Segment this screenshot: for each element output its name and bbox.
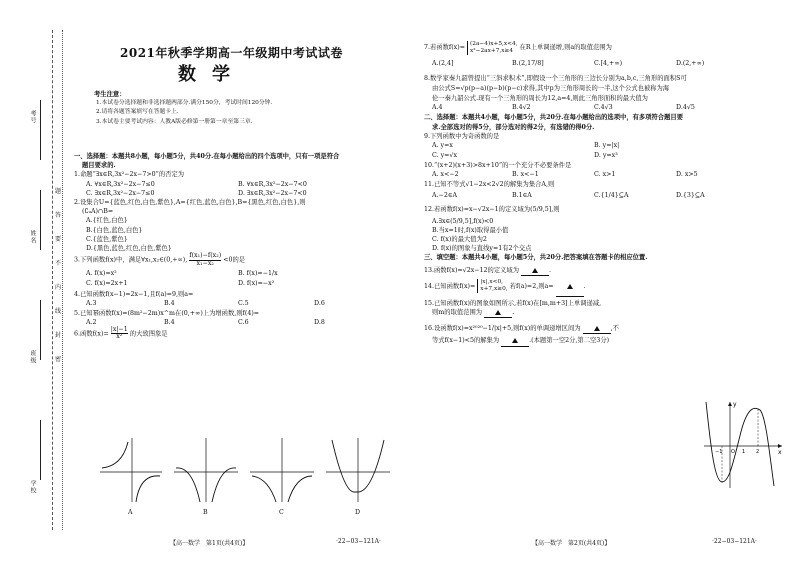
q11-stem: 11.已知不等式√1−2x<2√2的解集为集合A,则	[424, 181, 555, 189]
q6-label-b: B	[203, 509, 208, 516]
q1-stem: 1.命题“∃x∈R,3x²−2x−7>0”的否定为	[74, 171, 185, 179]
answer-triangle-icon	[532, 268, 538, 273]
q16-answer-blank-1[interactable]	[583, 324, 611, 334]
q3-option-c: C. f(x)=2x+1	[86, 280, 128, 288]
exam-number-underline	[40, 100, 42, 160]
section-1-heading-cont: 题目要求的.	[82, 162, 116, 170]
q9-stem: 9.下列函数中为奇函数的是	[424, 132, 500, 140]
q5-option-c: C.6	[238, 318, 249, 326]
q12-option-b: B.当x=1时,f(x)取得最小值	[432, 226, 509, 234]
q2-option-c: C.{蓝色,紫色}	[86, 235, 128, 243]
q6-graph-b	[174, 438, 238, 502]
seal-char: 答	[54, 212, 61, 219]
q12-option-c: C. f(x)的最大值为2	[432, 236, 487, 244]
q6-frac-den: x²	[116, 333, 123, 341]
q7-option-c: C.[4,+∞)	[594, 60, 623, 67]
q10-option-a: A. x<−2	[432, 171, 459, 179]
q16-line-1-end: ,不	[610, 325, 619, 333]
seal-char: 要	[54, 236, 61, 243]
figure-x-label: x	[778, 449, 782, 456]
q6-stem-end: 的大致图象是	[129, 330, 168, 338]
q3-option-a: A. f(x)=x²	[86, 270, 117, 278]
q6-label-a: A	[128, 509, 133, 516]
class-underline	[40, 300, 42, 360]
q8-option-b: B.4√2	[512, 104, 531, 112]
q5-option-a: A.2	[86, 318, 97, 326]
q11-option-c: C.{1/4}⊆A	[594, 192, 629, 200]
q14-row	[424, 278, 779, 296]
q11-option-d: D.{3}⊆A	[676, 192, 705, 200]
binding-line	[52, 30, 53, 530]
figure-tick-2: 2	[756, 449, 760, 455]
figure-tick-neg1: −1	[715, 449, 723, 455]
q2-option-b: B.{白色,蓝色,白色}	[86, 226, 143, 234]
seal-char: 封	[54, 332, 61, 339]
class-label: 班级	[29, 350, 36, 364]
q7-case-1: (2a−4)x+5,x<4,	[470, 40, 518, 47]
q16-line-2: 等式f(x−1)<5的解集为	[432, 337, 500, 345]
school-label: 学校	[29, 480, 36, 494]
subject-title: 数学	[178, 64, 246, 85]
binding-line-inner	[62, 30, 63, 530]
q2-stem: 2.设集合U={蓝色,红色,白色,紫色},A={红色,蓝色,白色},B={黑色,红色,白色},则	[74, 198, 306, 206]
q15-line-2: 则m的取值范围为	[432, 309, 483, 317]
q8-line-1: 8.数学家秦九韶曾提出“三斜求积术”,即假设一个三角形的三边长分别为a,b,c,三角形的面积S可	[424, 75, 687, 82]
figure-y-label: y	[733, 401, 737, 408]
footer-right-page: 【高一数学 第2页(共4页)】	[532, 540, 611, 547]
q14-end: .	[583, 282, 586, 290]
q1-option-b: B. ∀x∈R,3x²−2x−7<0	[238, 180, 307, 188]
q3-fraction	[189, 253, 221, 267]
q13-end: .	[549, 266, 552, 274]
q16-line-2-end: .(本题第一空2分,第二空3分)	[529, 337, 610, 345]
q3-option-b: B. f(x)=−1/x	[238, 270, 278, 278]
q1-option-d: D. ∃x∈R,3x²−2x−7<0	[238, 189, 307, 197]
q6-frac-num: |x|−1	[110, 325, 128, 333]
q8-option-c: C.4√3	[594, 104, 613, 112]
notice-box	[88, 90, 356, 150]
q15-row-2	[432, 308, 779, 318]
q6-stem-row	[74, 327, 394, 341]
q3-stem-row	[74, 253, 394, 267]
q6-label-c: C	[279, 509, 284, 516]
q13-answer-blank[interactable]	[521, 266, 552, 276]
q3-stem: 3.下列函数f(x)中，满足∀x₁,x₂∈(0,+∞),	[74, 256, 188, 264]
q7-option-b: B.(2,17/8]	[512, 60, 544, 67]
q2-option-d: D.{黑色,蓝色,红色,白色,紫色}	[86, 245, 172, 252]
q3-frac-num: f(x₁)−f(x₂)	[189, 252, 222, 260]
section-3-heading: 三、填空题：本题共4小题，每小题5分，共20分.把答案填在答题卡的相应位置.	[424, 254, 648, 262]
q8-line-3: 伦一秦九韶公式.现有一个三角形的周长为12,a=4,则此三角形面积的最大值为	[432, 95, 648, 103]
q3-frac-den: x₁−x₂	[196, 259, 214, 267]
notice-line: 3.本试卷主要考试内容：人教A版必修第一册第一章至第三章.	[96, 118, 253, 125]
q16-row-1	[424, 324, 779, 334]
name-label: 姓名	[29, 230, 36, 244]
seal-char: 题	[54, 188, 61, 195]
q4-option-c: C.5	[238, 300, 249, 308]
q2-stem-cont: (∁ᵤA)∩B=	[82, 208, 114, 216]
q14-case-1: |x|,x<0,	[480, 279, 503, 286]
q1-option-c: C. ∃x∈R,3x²−2x−7≤0	[86, 189, 155, 197]
q9-option-c: C. y=√x	[432, 152, 457, 160]
notice-line: 1.本试卷分选择题和非选择题两部分.满分150分，考试时间120分钟.	[96, 100, 273, 107]
q2-option-a: A.{红色,白色}	[86, 217, 128, 225]
section-2-heading: 二、选择题：本题共4小题，每小题5分，共20分.在每小题给出的选项中，有多项符合题目要	[424, 114, 683, 122]
q4-option-b: B.4	[164, 300, 175, 308]
q14-stem-end: 若f(a)=2,则a=	[509, 282, 554, 290]
q14-answer-blank[interactable]	[556, 278, 584, 297]
q7-stem-end: 在R上单调递增,则a的取值范围为	[519, 44, 612, 51]
q10-stem: 10.“(x+2)(x+3)>8x+10”的一个充分不必要条件是	[424, 162, 572, 170]
q12-stem: 12.若函数f(x)=x−√2x−1的定义域为(5/9,5],则	[424, 206, 560, 214]
q16-row-2	[432, 336, 779, 346]
notice-heading: 考生注意：	[94, 91, 126, 98]
q5-option-d: D.8	[314, 318, 325, 326]
name-underline	[40, 190, 42, 250]
q10-option-b: B. x<−1	[512, 171, 539, 179]
exam-title: 2021年秋季学期高一年级期中考试试卷	[120, 46, 343, 60]
q11-option-a: A.−2∈A	[432, 192, 458, 200]
section-1-heading: 一、选择题：本题共8小题，每小题5分，共40分.在每小题给出的四个选项中，只有一项是符合	[74, 153, 340, 160]
q4-option-d: D.6	[314, 300, 325, 308]
q8-option-d: D.4√5	[676, 104, 695, 112]
figure-tick-1: 1	[742, 449, 746, 455]
notice-line: 2.请将各题答案填写在答题卡上.	[96, 109, 179, 116]
q7-option-a: A.(2,4]	[432, 60, 454, 67]
q15-answer-blank[interactable]	[484, 308, 515, 318]
q6-graph-c	[250, 438, 314, 502]
q6-fraction	[111, 327, 128, 341]
footer-left-page: 【高一数学 第1页(共4页)】	[170, 540, 249, 547]
q9-option-b: B. y=|x|	[594, 142, 620, 150]
seal-char: 线	[54, 308, 61, 315]
right-page	[424, 40, 779, 347]
footer-left-code: ·22−03−121A·	[336, 538, 381, 545]
q5-stem: 5.已知幂函数f(x)=(8m²−2m)x^m在(0,+∞)上为增函数,则f(4)=	[74, 309, 260, 317]
q7-cases	[467, 41, 518, 55]
q7-stem: 7.若函数f(x)=	[424, 44, 465, 51]
q6-stem: 6.函数f(x)=	[74, 330, 109, 338]
q7-case-2: x²−2ax+7,x≥4	[470, 47, 514, 54]
seal-char: 不	[54, 260, 61, 267]
q8-option-a: A.4	[432, 104, 443, 112]
q10-option-c: C. x>1	[594, 171, 616, 179]
q3-stem-end: <0的是	[223, 256, 246, 264]
q7-option-d: D.(2,+∞)	[676, 60, 705, 67]
seal-char: 密	[54, 356, 61, 363]
footer-right-code: ·22−03−121A·	[712, 538, 757, 545]
q16-answer-blank-2[interactable]	[501, 336, 529, 346]
q16-line-1: 16.设函数f(x)=x²⁰²⁰−1/|x|+5,则f(x)的单调递增区间为	[424, 325, 581, 333]
q1-option-a: A. ∀x∈R,3x²−2x−7≤0	[86, 180, 155, 188]
seal-text	[54, 180, 62, 372]
section-2-heading-cont: 求.全部选对的得5分，部分选对的得2分，有选错的得0分.	[432, 123, 595, 131]
q10-option-d: D. x>5	[676, 171, 698, 179]
q14-cases	[477, 279, 507, 293]
q8-line-2: 由公式S=√p(p−a)(p−b)(p−c)求得,其中p为三角形周长的一半,这个公式也被称为海	[432, 85, 670, 93]
seal-char: 内	[54, 284, 61, 291]
q6-graph-d	[326, 438, 390, 502]
q11-option-b: B.1∈A	[512, 192, 532, 200]
answer-triangle-icon	[567, 284, 573, 289]
q13-row	[424, 266, 779, 276]
q4-option-a: A.3	[86, 300, 97, 308]
q7-stem-row	[424, 40, 779, 56]
q6-graphs	[92, 432, 392, 512]
figure-origin-label: O	[731, 449, 735, 455]
q3-option-d: D. f(x)=−x²	[238, 280, 275, 288]
q5-option-b: B.4	[164, 318, 175, 326]
q9-option-d: D. y=x³	[594, 152, 618, 160]
exam-number-label: 考号	[29, 110, 36, 124]
q6-graph-a	[100, 438, 162, 502]
q13-stem: 13.函数f(x)=√2x−12的定义域为	[424, 266, 520, 274]
q12-option-a: A.∃x∈(5/9,5],f(x)<0	[432, 217, 494, 225]
q12-option-d: D. f(x)的图象与直线y=1有2个交点	[432, 245, 532, 253]
answer-triangle-icon	[512, 338, 518, 343]
answer-triangle-icon	[594, 326, 600, 331]
q9-option-a: A. y=x	[432, 142, 453, 150]
q15-end: .	[512, 309, 515, 317]
q15-function-graph	[700, 398, 784, 490]
answer-triangle-icon	[495, 310, 501, 315]
q14-stem: 14.已知函数f(x)=	[424, 282, 476, 290]
school-underline	[40, 420, 42, 480]
q6-label-d: D	[355, 509, 361, 516]
q4-stem: 4.已知函数f(x−1)=2x−1,且f(a)=9,则a=	[74, 291, 194, 299]
q14-case-2: x+7,x≥0,	[480, 286, 508, 293]
section-1	[74, 152, 394, 341]
q15-line-1: 15.已知函数f(x)的图象如图所示,若f(x)在[m,m+3]上单调递减,	[424, 299, 602, 307]
